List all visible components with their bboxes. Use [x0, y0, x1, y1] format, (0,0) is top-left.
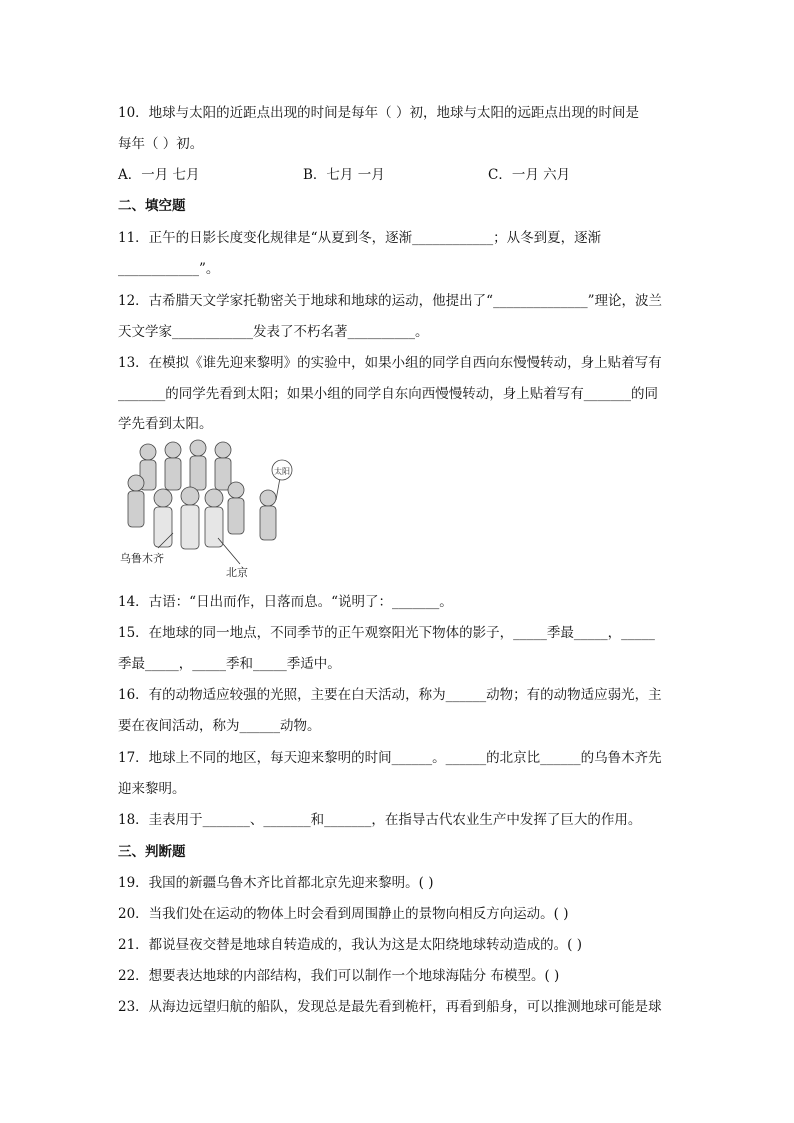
q15-line2: 季最_____，_____季和_____季适中。 — [118, 656, 341, 672]
q13-figure — [118, 438, 304, 580]
q10-line2: 每年（ ）初。 — [118, 136, 204, 152]
sun-sign-label: 太阳 — [274, 467, 290, 476]
q13-line2: _______的同学先看到太阳；如果小组的同学自东向西慢慢转动，身上贴着写有_______的同 — [118, 386, 658, 402]
q11-line1: 11．正午的日影长度变化规律是“从夏到冬，逐渐____________；从冬到夏，逐渐 — [118, 230, 602, 246]
q19: 19．我国的新疆乌鲁木齐比首都北京先迎来黎明。( ) — [118, 875, 434, 891]
q10-option-c: C．一月 六月 — [488, 167, 571, 183]
q13-line1: 13．在模拟《谁先迎来黎明》的实验中，如果小组的同学自西向东慢慢转动，身上贴着写有 — [118, 355, 662, 371]
q12-line2: 天文学家____________发表了不朽名著__________。 — [118, 324, 429, 340]
q18: 18．圭表用于_______、_______和_______，在指导古代农业生产中发挥了巨大的作用。 — [118, 812, 642, 828]
q13-line3: 学先看到太阳。 — [118, 416, 213, 432]
q14: 14．古语：“日出而作，日落而息。“说明了：_______。 — [118, 594, 453, 610]
q22: 22．想要表达地球的内部结构，我们可以制作一个地球海陆分 布模型。( ) — [118, 968, 560, 984]
label-urumqi: 乌鲁木齐 — [120, 552, 164, 565]
q17-line1: 17．地球上不同的地区，每天迎来黎明的时间______。______的北京比______的乌鲁木齐先 — [118, 750, 662, 766]
q15-line1: 15．在地球的同一地点，不同季节的正午观察阳光下物体的影子，_____季最_____，_____ — [118, 625, 655, 641]
q12-line1: 12．古希腊天文学家托勒密关于地球和地球的运动，他提出了“______________”理论，波兰 — [118, 293, 662, 309]
q20: 20．当我们处在运动的物体上时会看到周围静止的景物向相反方向运动。( ) — [118, 906, 569, 922]
q10-option-b: B．七月 一月 — [303, 167, 385, 183]
q11-line2: ____________”。 — [118, 261, 220, 277]
section-title-true-false: 三、判断题 — [118, 844, 186, 860]
q17-line2: 迎来黎明。 — [118, 781, 186, 797]
students-circle-illustration — [118, 438, 304, 580]
q21: 21．都说昼夜交替是地球自转造成的，我认为这是太阳绕地球转动造成的。( ) — [118, 937, 583, 953]
q10-line1: 10．地球与太阳的近距点出现的时间是每年（ ）初，地球与太阳的远距点出现的时间是 — [118, 105, 639, 121]
q10-option-a: A．一月 七月 — [118, 167, 200, 183]
q16-line1: 16．有的动物适应较强的光照，主要在白天活动，称为______动物；有的动物适应弱光，主 — [118, 687, 662, 703]
label-beijing: 北京 — [226, 566, 248, 579]
section-title-fill-blank: 二、填空题 — [118, 198, 186, 214]
q23: 23．从海边远望归航的船队，发现总是最先看到桅杆，再看到船身，可以推测地球可能是球 — [118, 999, 662, 1015]
q16-line2: 要在夜间活动，称为______动物。 — [118, 718, 321, 734]
